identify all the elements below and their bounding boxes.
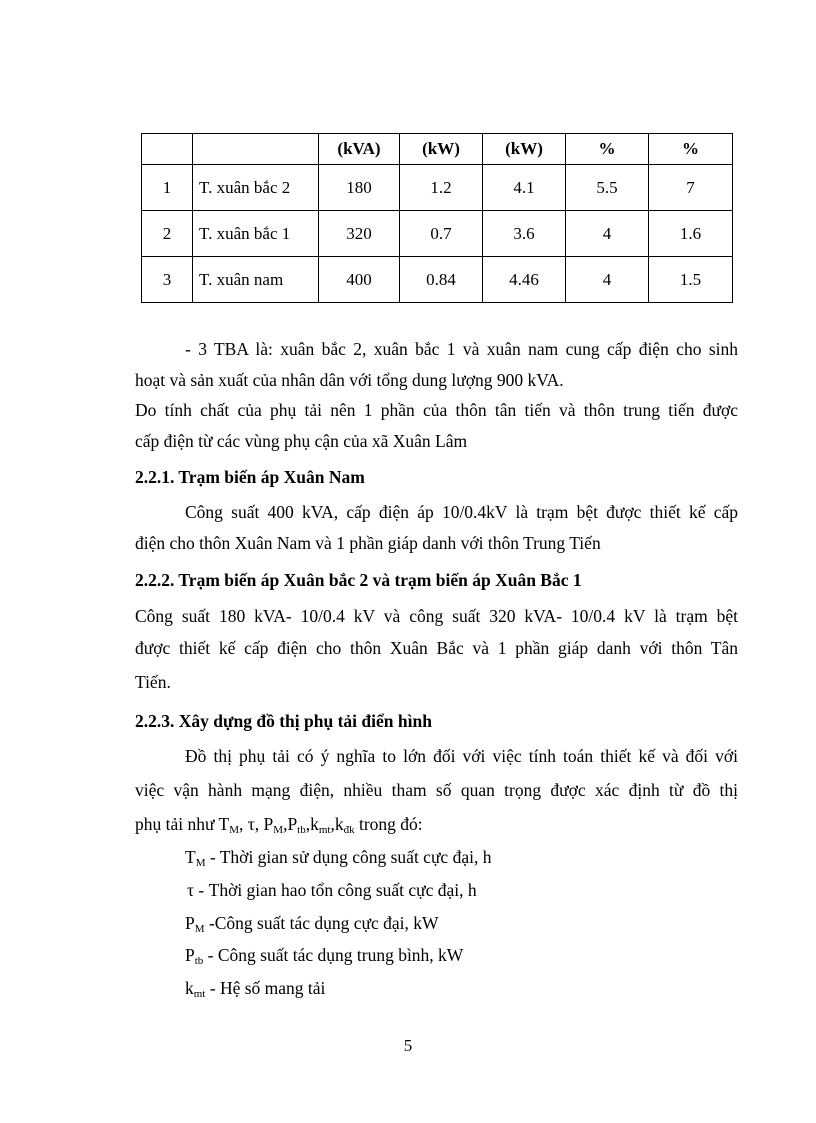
table-cell: 1.6 <box>649 211 733 257</box>
table-header-cell <box>193 134 319 165</box>
intro-paragraph-2-line-1: Do tính chất của phụ tải nên 1 phần của thôn tân tiến và thôn trung tiến được <box>135 400 738 420</box>
table-cell: 400 <box>319 257 400 303</box>
section-222-line-2: được thiết kế cấp điện cho thôn Xuân Bắc và 1 phần giáp danh với thôn Tân <box>135 638 738 658</box>
section-heading-223: 2.2.3. Xây dựng đồ thị phụ tải điển hình <box>135 711 432 731</box>
table-cell: 4 <box>566 257 649 303</box>
intro-paragraph-1-line-2: hoạt và sản xuất của nhân dân với tổng dung lượng 900 kVA. <box>135 370 564 390</box>
section-221-line-2: điện cho thôn Xuân Nam và 1 phần giáp danh với thôn Trung Tiến <box>135 533 601 553</box>
table-cell: 3 <box>142 257 193 303</box>
text-fragment: ,P <box>283 814 298 834</box>
table-cell: 3.6 <box>483 211 566 257</box>
section-222-line-1: Công suất 180 kVA- 10/0.4 kV và công suất 320 kVA- 10/0.4 kV là trạm bệt <box>135 606 738 626</box>
subscript: đk <box>343 824 355 836</box>
table-header-cell: % <box>649 134 733 165</box>
definition-symbol: τ <box>187 880 195 900</box>
table-header-cell <box>142 134 193 165</box>
table-cell: 2 <box>142 211 193 257</box>
subscript: mt <box>193 988 206 1000</box>
definition-text: - Thời gian sử dụng công suất cực đại, h <box>205 847 492 867</box>
table-cell: 1.5 <box>649 257 733 303</box>
subscript: mt <box>318 824 331 836</box>
section-heading-222: 2.2.2. Trạm biến áp Xuân bắc 2 và trạm biến áp Xuân Bắc 1 <box>135 570 582 590</box>
section-222-line-3: Tiến. <box>135 672 171 692</box>
definition-symbol: k <box>185 978 194 998</box>
text-fragment: ,k <box>305 814 319 834</box>
section-223-line-3 <box>135 812 740 836</box>
table-header-cell: (kW) <box>400 134 483 165</box>
table-cell: 1.2 <box>400 165 483 211</box>
text-fragment: phụ tải như T <box>135 814 230 834</box>
section-221-line-1: Công suất 400 kVA, cấp điện áp 10/0.4kV là trạm bệt được thiết kế cấp <box>185 502 738 522</box>
definition-item <box>185 976 790 1000</box>
definition-symbol: T <box>185 847 196 867</box>
intro-paragraph-1-line-1: - 3 TBA là: xuân bắc 2, xuân bắc 1 và xuân nam cung cấp điện cho sinh <box>185 339 738 359</box>
table-header-cell: % <box>566 134 649 165</box>
definition-symbol: P <box>185 913 195 933</box>
text-fragment: ,k <box>330 814 344 834</box>
subscript: M <box>273 824 284 836</box>
subscript: M <box>229 824 240 836</box>
definition-symbol: P <box>185 945 195 965</box>
table-header-cell: (kVA) <box>319 134 400 165</box>
subscript: M <box>195 857 206 869</box>
definition-text: - Công suất tác dụng trung bình, kW <box>203 945 464 965</box>
definition-item <box>185 943 790 967</box>
table-header-row <box>142 134 733 165</box>
table-cell: T. xuân bắc 2 <box>193 165 319 211</box>
text-fragment: , τ, P <box>239 814 274 834</box>
table-cell: T. xuân nam <box>193 257 319 303</box>
table-row <box>142 165 733 211</box>
table-cell: 180 <box>319 165 400 211</box>
section-223-line-1: Đồ thị phụ tải có ý nghĩa to lớn đối với việc tính toán thiết kế và đối với <box>185 746 738 766</box>
text-fragment: trong đó: <box>354 814 423 834</box>
table-cell: 1 <box>142 165 193 211</box>
definition-item <box>185 845 790 869</box>
definition-item <box>185 911 790 935</box>
substation-table <box>141 133 733 303</box>
table-cell: 320 <box>319 211 400 257</box>
table-row <box>142 257 733 303</box>
section-223-line-2: việc vận hành mạng điện, nhiều tham số quan trọng được xác định từ đồ thị <box>135 780 738 800</box>
subscript: tb <box>194 955 204 967</box>
subscript: tb <box>297 824 306 836</box>
section-heading-221: 2.2.1. Trạm biến áp Xuân Nam <box>135 467 365 487</box>
table-cell: 0.7 <box>400 211 483 257</box>
definition-text: - Thời gian hao tổn công suất cực đại, h <box>194 880 477 900</box>
table-header-cell: (kW) <box>483 134 566 165</box>
definition-text: -Công suất tác dụng cực đại, kW <box>204 913 439 933</box>
table-row <box>142 211 733 257</box>
definition-text: - Hệ số mang tải <box>205 978 326 998</box>
definition-item <box>187 878 792 902</box>
subscript: M <box>194 923 205 935</box>
table-cell: T. xuân bắc 1 <box>193 211 319 257</box>
table-cell: 7 <box>649 165 733 211</box>
intro-paragraph-2-line-2: cấp điện từ các vùng phụ cận của xã Xuân Lâm <box>135 431 468 451</box>
table-cell: 5.5 <box>566 165 649 211</box>
table-cell: 0.84 <box>400 257 483 303</box>
table-cell: 4.46 <box>483 257 566 303</box>
table-cell: 4 <box>566 211 649 257</box>
page-number: 5 <box>403 1036 413 1055</box>
table-cell: 4.1 <box>483 165 566 211</box>
